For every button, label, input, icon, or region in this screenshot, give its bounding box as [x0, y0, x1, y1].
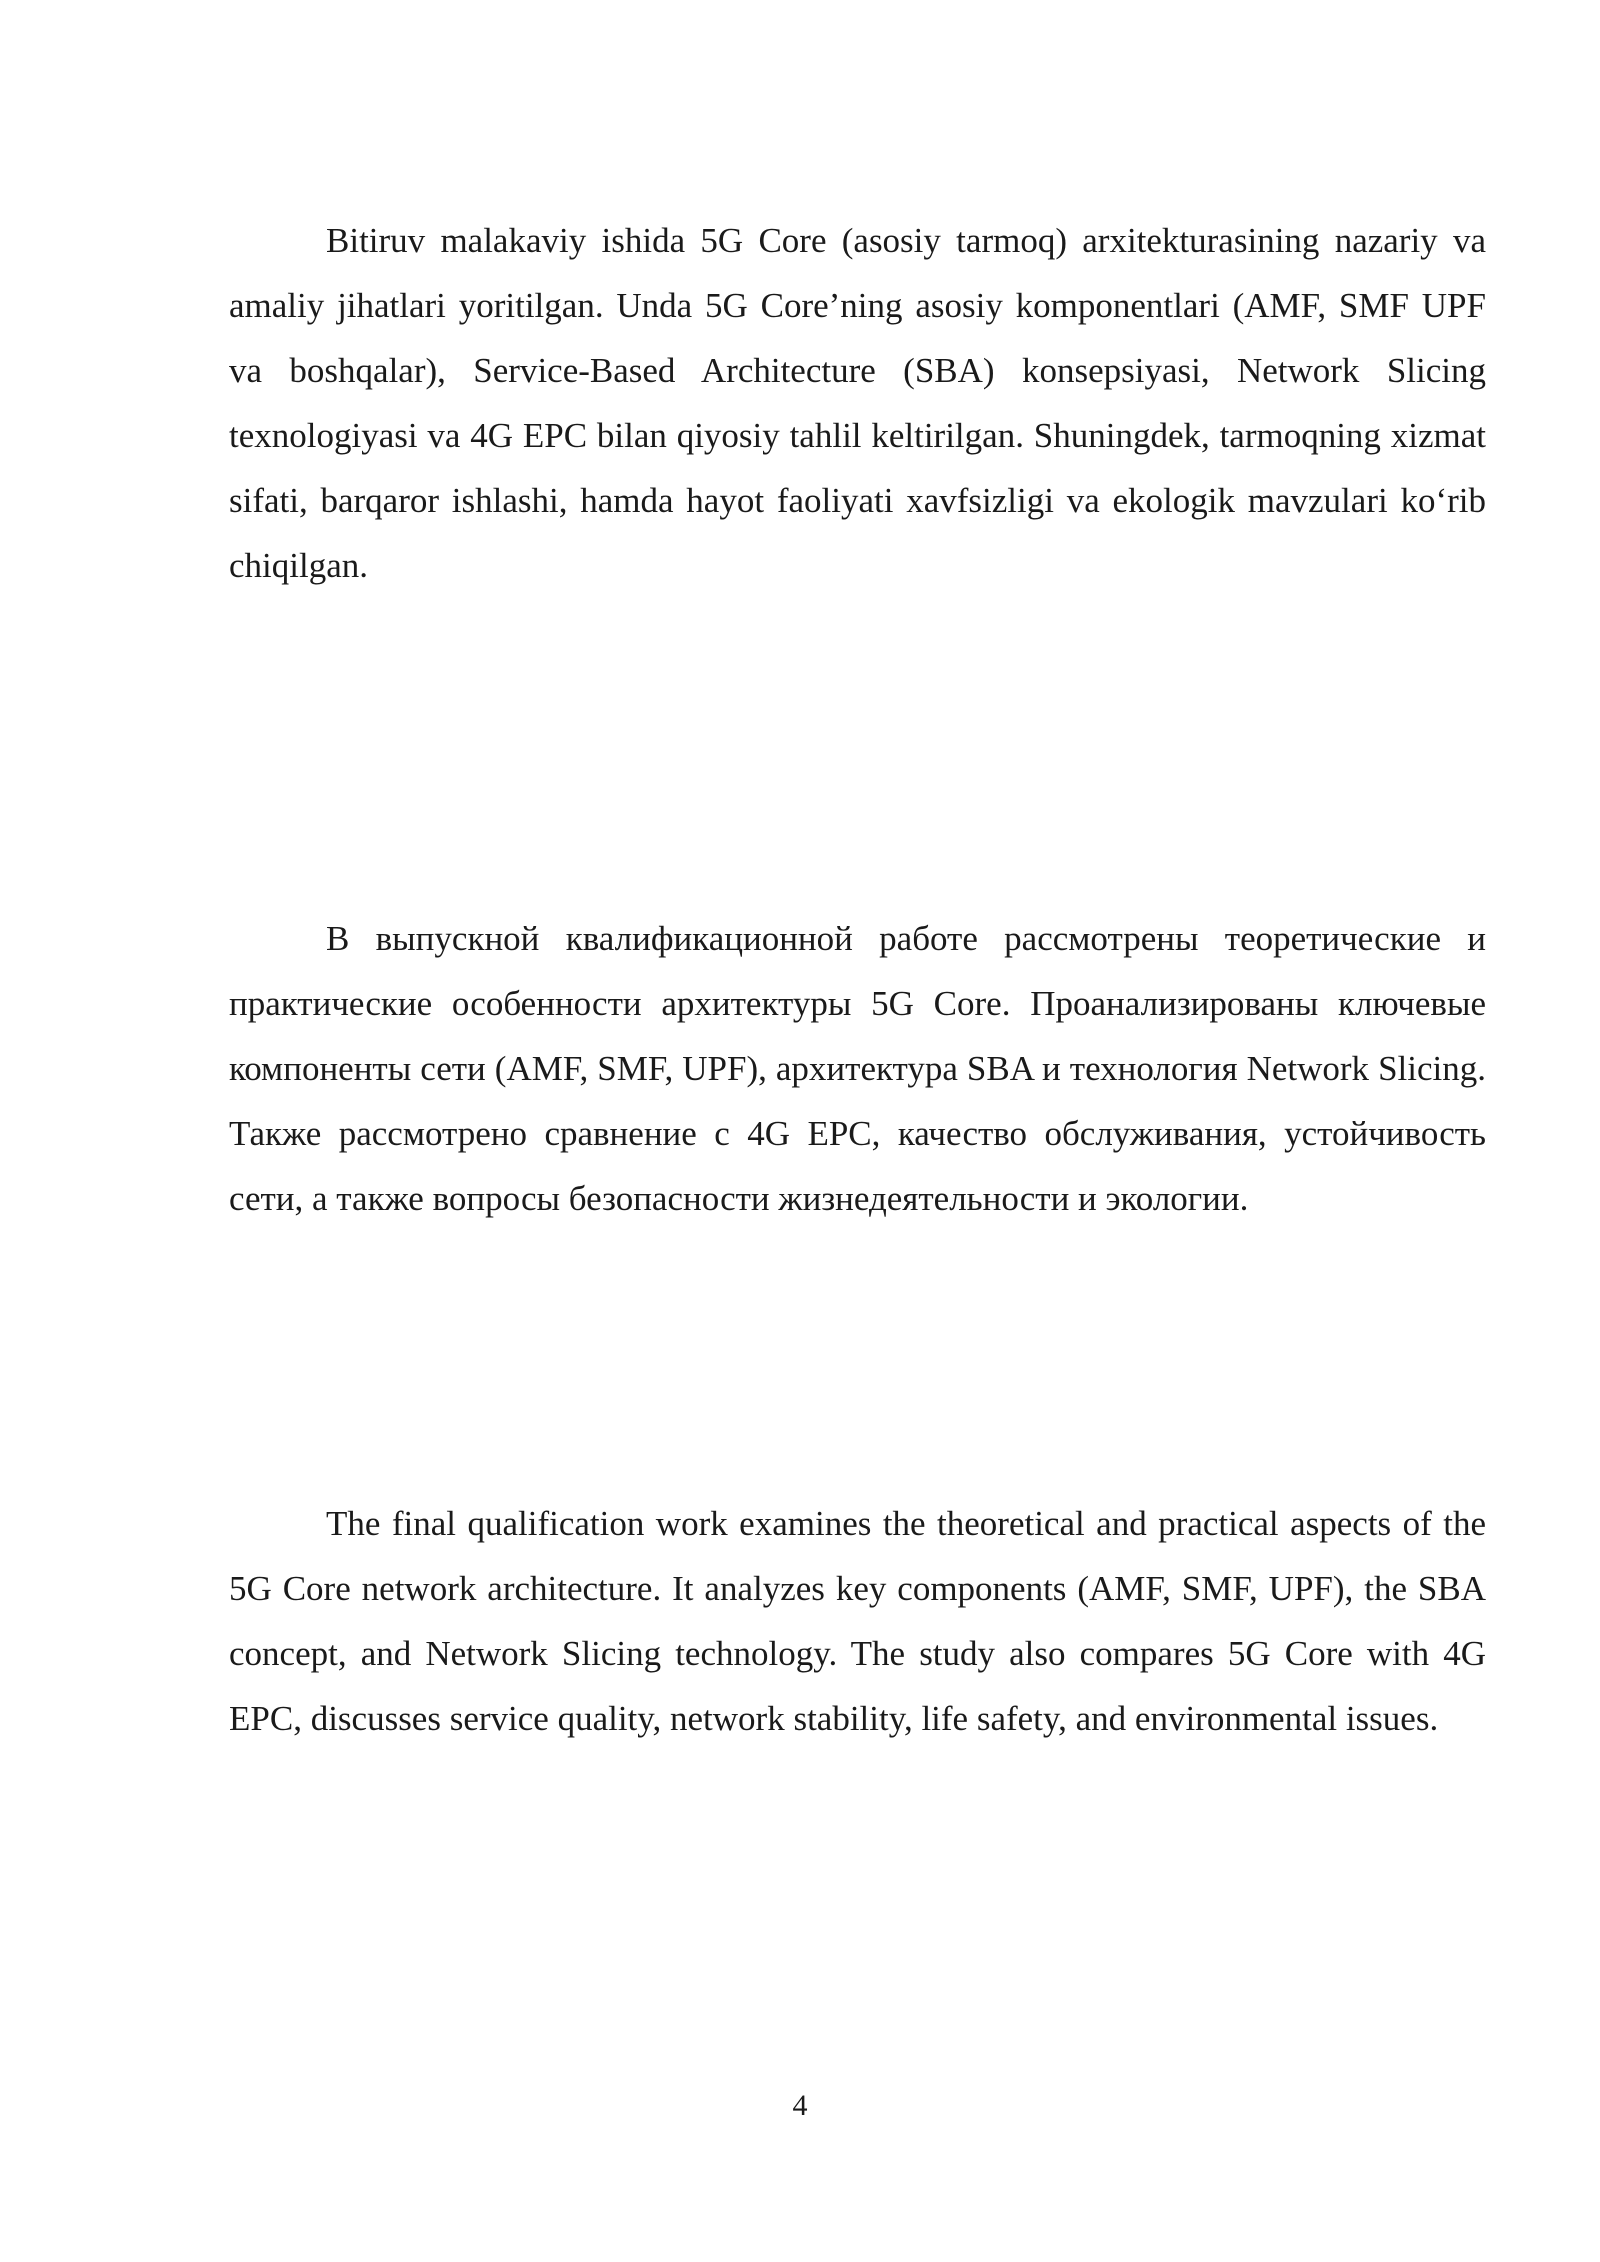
abstract-uzbek-paragraph: Bitiruv malakaviy ishida 5G Core (asosiy tarmoq) arxitekturasining nazariy va amaliy jihatlari yoritilgan. Unda 5G Core’ning asosiy komponentlari (AMF, SMF UPF va boshqalar), Service-Based Architecture (SBA) konsepsiyasi, Network Slicing texnologiyasi va 4G EPC bilan qiyosiy tahlil keltirilgan. Shuningdek, tarmoqning xizmat sifati, barqaror ishlashi, hamda hayot faoliyati xavfsizligi va ekologik mavzulari ko‘rib chiqilgan. [229, 221, 1486, 585]
abstract-russian-paragraph: В выпускной квалификационной работе рассмотрены теоретические и практические особенности архитектуры 5G Core. Проанализированы ключевые компоненты сети (AMF, SMF, UPF), архитектура SBA и технология Network Slicing. Также рассмотрено сравнение с 4G EPC, качество обслуживания, устойчивость сети, а также вопросы безопасности жизнедеятельности и экологии. [229, 919, 1486, 1218]
abstract-english-paragraph: The final qualification work examines the theoretical and practical aspects of the 5G Core network architecture. It analyzes key components (AMF, SMF, UPF), the SBA concept, and Network Slicing technology. The study also compares 5G Core with 4G EPC, discusses service quality, network stability, life safety, and environmental issues. [229, 1504, 1486, 1738]
page-number: 4 [792, 2089, 808, 2122]
